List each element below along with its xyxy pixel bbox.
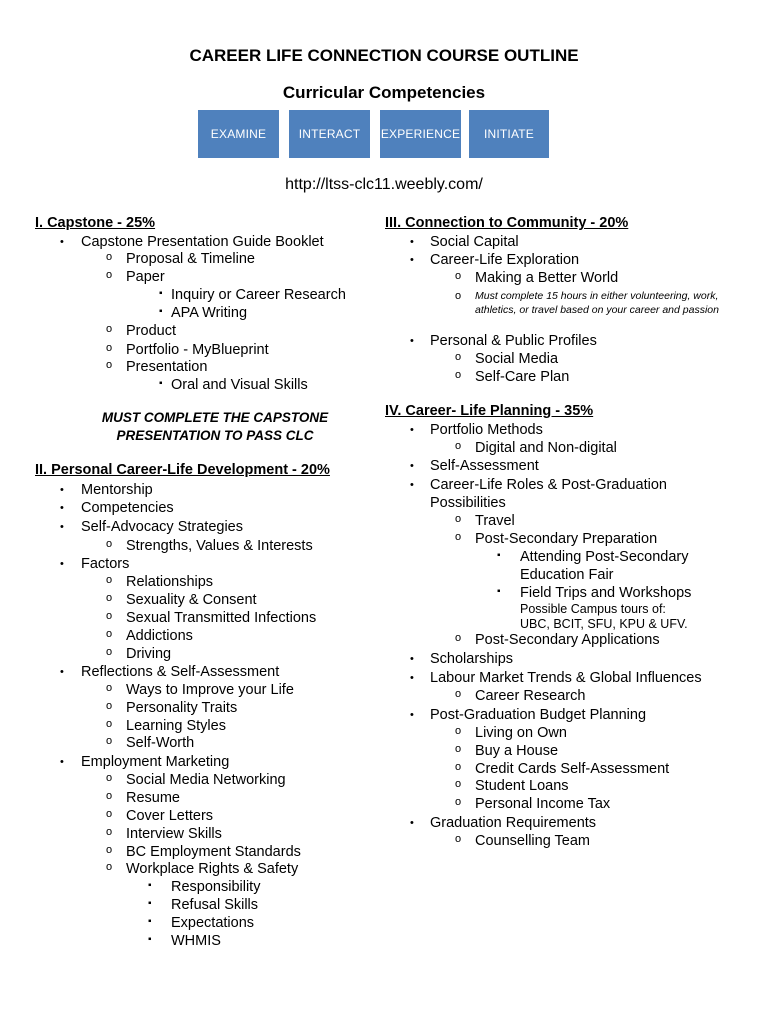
list-item: Presentation — [126, 359, 208, 375]
campus-tours-note: Possible Campus tours of: — [520, 602, 666, 616]
list-item: Self-Assessment — [430, 458, 539, 474]
list-item: Self-Worth — [126, 735, 195, 751]
bullet-marker: o — [106, 538, 113, 550]
list-item: Buy a House — [475, 743, 559, 759]
competencies-heading: Curricular Competencies — [282, 83, 486, 102]
list-item-continuation: Possibilities — [430, 495, 506, 511]
competency-examine: EXAMINE — [198, 110, 279, 158]
bullet-marker: o — [106, 610, 113, 622]
bullet-marker: o — [455, 531, 462, 543]
bullet-marker: ▪ — [159, 288, 163, 299]
course-website-link[interactable]: http://ltss-clc11.weebly.com/ — [285, 176, 483, 193]
list-item: Oral and Visual Skills — [171, 377, 308, 393]
bullet-marker: o — [106, 323, 113, 335]
list-item: Addictions — [126, 628, 193, 644]
bullet-marker: • — [410, 424, 414, 436]
section-heading: II. Personal Career-Life Development - 20% — [35, 462, 330, 478]
bullet-marker: • — [410, 709, 414, 721]
list-item: Competencies — [81, 500, 174, 516]
bullet-marker: • — [410, 653, 414, 665]
list-item: Portfolio - MyBlueprint — [126, 342, 269, 358]
list-item: Post-Graduation Budget Planning — [430, 707, 647, 723]
list-item: BC Employment Standards — [126, 844, 301, 860]
list-item: Refusal Skills — [171, 897, 259, 913]
bullet-marker: o — [455, 778, 462, 790]
bullet-marker: o — [106, 646, 113, 658]
bullet-marker: • — [60, 521, 64, 533]
volunteer-hours-note: Must complete 15 hours in either volunteering, work, athletics, or travel based on your career and passion — [475, 290, 719, 316]
bullet-marker: o — [106, 269, 113, 281]
list-item: Self-Care Plan — [475, 369, 570, 385]
bullet-marker: o — [106, 772, 113, 784]
list-item: Interview Skills — [126, 826, 222, 842]
list-item: Strengths, Values & Interests — [126, 538, 313, 554]
list-item: Relationships — [126, 574, 214, 590]
list-item: Counselling Team — [475, 833, 590, 849]
bullet-marker: o — [455, 513, 462, 525]
bullet-marker: o — [106, 251, 113, 263]
list-item: Resume — [126, 790, 180, 806]
list-item: Capstone Presentation Guide Booklet — [81, 234, 324, 250]
list-item: Paper — [126, 269, 165, 285]
bullet-marker: ▪ — [148, 934, 152, 945]
bullet-marker: o — [106, 700, 113, 712]
list-item: Credit Cards Self-Assessment — [475, 761, 670, 777]
notice-line: MUST COMPLETE THE CAPSTONE — [101, 410, 329, 425]
competency-interact: INTERACT — [289, 110, 370, 158]
bullet-marker: ▪ — [497, 550, 501, 561]
list-item: Attending Post-Secondary — [520, 549, 689, 565]
list-item: WHMIS — [171, 933, 221, 949]
list-item: Learning Styles — [126, 718, 226, 734]
bullet-marker: o — [455, 369, 462, 381]
bullet-marker: o — [106, 808, 113, 820]
competency-experience: EXPERIENCE — [380, 110, 461, 158]
bullet-marker: o — [106, 359, 113, 371]
bullet-marker: o — [455, 290, 462, 302]
bullet-marker: o — [455, 833, 462, 845]
bullet-marker: • — [60, 558, 64, 570]
list-item: Ways to Improve your Life — [126, 682, 294, 698]
list-item: Post-Secondary Applications — [475, 632, 660, 648]
bullet-marker: • — [410, 817, 414, 829]
bullet-marker: • — [410, 335, 414, 347]
list-item: Inquiry or Career Research — [171, 287, 346, 303]
bullet-marker: o — [106, 682, 113, 694]
list-item: Self-Advocacy Strategies — [81, 519, 243, 535]
list-item: Living on Own — [475, 725, 567, 741]
list-item: APA Writing — [171, 305, 248, 321]
list-item: Graduation Requirements — [430, 815, 597, 831]
list-item: Driving — [126, 646, 172, 662]
bullet-marker: o — [106, 790, 113, 802]
campus-list-note: UBC, BCIT, SFU, KPU & UFV. — [520, 617, 688, 631]
list-item: Responsibility — [171, 879, 261, 895]
bullet-marker: • — [410, 460, 414, 472]
bullet-marker: o — [106, 826, 113, 838]
capstone-requirement-notice — [40, 409, 390, 445]
list-item: Scholarships — [430, 651, 514, 667]
competency-initiate: INITIATE — [469, 110, 549, 158]
section-heading: I. Capstone - 25% — [35, 215, 156, 231]
bullet-marker: o — [455, 688, 462, 700]
bullet-marker: • — [410, 479, 414, 491]
list-item: Workplace Rights & Safety — [126, 861, 299, 877]
page-title: CAREER LIFE CONNECTION COURSE OUTLINE — [189, 46, 579, 65]
bullet-marker: • — [60, 756, 64, 768]
list-item: Digital and Non-digital — [475, 440, 617, 456]
notice-line: PRESENTATION TO PASS CLC — [116, 428, 314, 443]
list-item: Employment Marketing — [81, 754, 230, 770]
list-item-continuation: Education Fair — [520, 567, 614, 583]
competency-boxes — [0, 110, 768, 158]
bullet-marker: o — [106, 592, 113, 604]
list-item: Post-Secondary Preparation — [475, 531, 658, 547]
bullet-marker: o — [106, 844, 113, 856]
list-item: Reflections & Self-Assessment — [81, 664, 280, 680]
list-item: Social Media — [475, 351, 559, 367]
bullet-marker: o — [455, 761, 462, 773]
list-item: Social Media Networking — [126, 772, 286, 788]
bullet-marker: • — [60, 666, 64, 678]
bullet-marker: o — [106, 718, 113, 730]
bullet-marker: • — [410, 254, 414, 266]
bullet-marker: o — [455, 440, 462, 452]
list-item: Personality Traits — [126, 700, 238, 716]
list-item: Expectations — [171, 915, 255, 931]
bullet-marker: o — [106, 342, 113, 354]
bullet-marker: o — [106, 628, 113, 640]
list-item: Cover Letters — [126, 808, 214, 824]
bullet-marker: ▪ — [148, 898, 152, 909]
list-item: Sexuality & Consent — [126, 592, 257, 608]
bullet-marker: • — [410, 236, 414, 248]
bullet-marker: o — [106, 735, 113, 747]
bullet-marker: ▪ — [497, 586, 501, 597]
list-item: Career-Life Exploration — [430, 252, 580, 268]
list-item: Personal & Public Profiles — [430, 333, 597, 349]
bullet-marker: o — [106, 574, 113, 586]
list-item: Sexual Transmitted Infections — [126, 610, 317, 626]
list-item: Portfolio Methods — [430, 422, 543, 438]
bullet-marker: o — [106, 861, 113, 873]
list-item: Career-Life Roles & Post-Graduation — [430, 477, 667, 493]
list-item: Field Trips and Workshops — [520, 585, 692, 601]
bullet-marker: o — [455, 351, 462, 363]
bullet-marker: ▪ — [148, 916, 152, 927]
bullet-marker: • — [60, 236, 64, 248]
list-item: Proposal & Timeline — [126, 251, 255, 267]
bullet-marker: ▪ — [159, 306, 163, 317]
bullet-marker: • — [60, 484, 64, 496]
bullet-marker: o — [455, 270, 462, 282]
bullet-marker: o — [455, 632, 462, 644]
list-item: Factors — [81, 556, 130, 572]
list-item: Travel — [475, 513, 515, 529]
bullet-marker: • — [410, 672, 414, 684]
section-heading: III. Connection to Community - 20% — [385, 215, 629, 231]
bullet-marker: ▪ — [148, 880, 152, 891]
list-item: Labour Market Trends & Global Influences — [430, 670, 702, 686]
bullet-marker: o — [455, 725, 462, 737]
bullet-marker: o — [455, 796, 462, 808]
list-item: Career Research — [475, 688, 586, 704]
bullet-marker: • — [60, 502, 64, 514]
bullet-marker: ▪ — [159, 378, 163, 389]
list-item: Making a Better World — [475, 270, 619, 286]
list-item: Personal Income Tax — [475, 796, 611, 812]
list-item: Student Loans — [475, 778, 569, 794]
bullet-marker: o — [455, 743, 462, 755]
list-item: Product — [126, 323, 176, 339]
section-heading: IV. Career- Life Planning - 35% — [385, 403, 594, 419]
list-item: Mentorship — [81, 482, 153, 498]
list-item: Social Capital — [430, 234, 519, 250]
